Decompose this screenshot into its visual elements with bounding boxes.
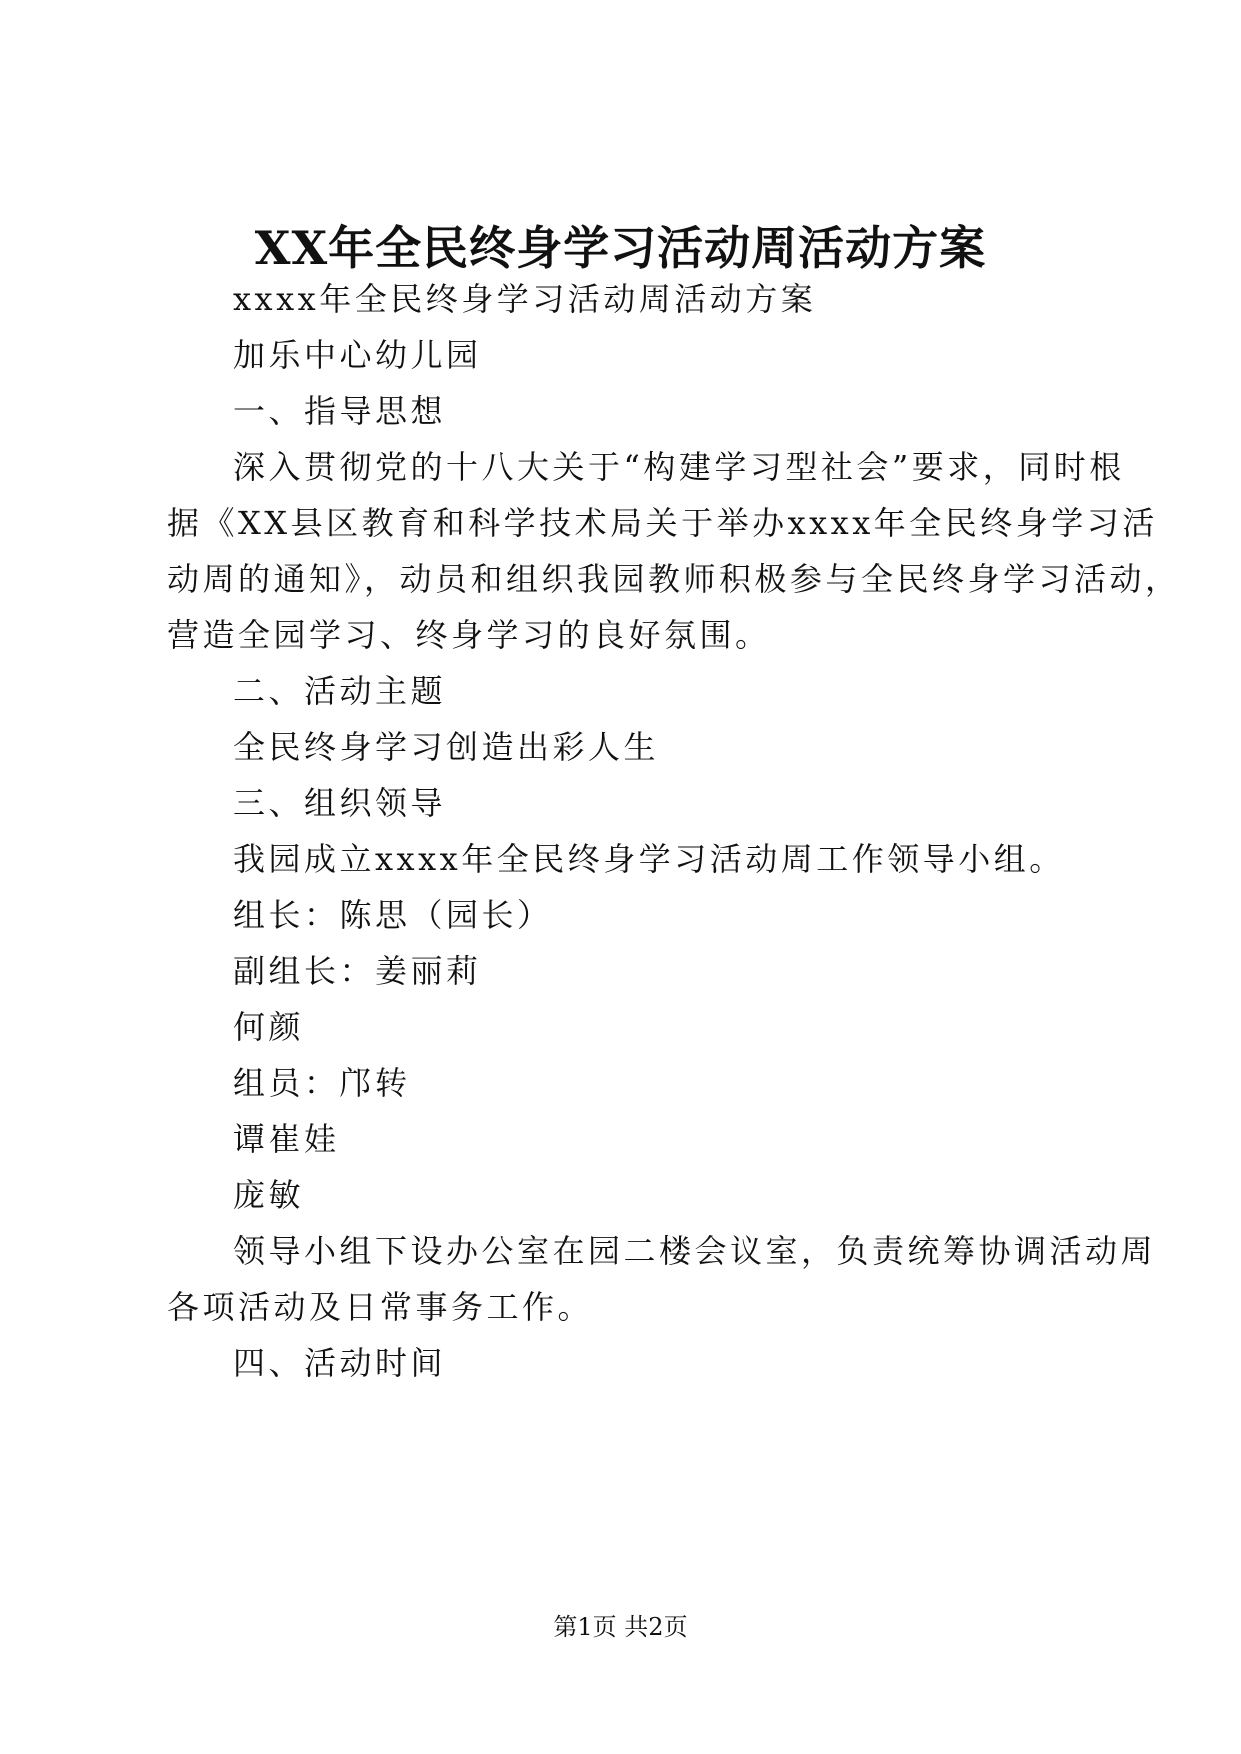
paragraph-line: 深入贯彻党的十八大关于“构建学习型社会”要求，同时根 [233,448,1125,486]
document-title: XX年全民终身学习活动周活动方案 [254,221,987,275]
member-line: 谭崔娃 [233,1120,340,1158]
section-heading-4: 四、活动时间 [233,1344,447,1382]
section-heading-3: 三、组织领导 [233,784,447,822]
paragraph-line: 营造全园学习、终身学习的良好氛围。 [167,616,771,654]
paragraph-line: 据《XX县区教育和科学技术局关于举办xxxx年全民终身学习活 [167,504,1158,542]
member-line: 何颜 [233,1008,305,1046]
paragraph-line: 动周的通知》，动员和组织我园教师积极参与全民终身学习活动， [167,560,1181,598]
paragraph-line: 全民终身学习创造出彩人生 [233,728,660,766]
paragraph-line: 领导小组下设办公室在园二楼会议室，负责统筹协调活动周 [233,1232,1157,1270]
paragraph-line: 我园成立xxxx年全民终身学习活动周工作领导小组。 [233,840,1065,878]
member-line: 组员：邝转 [233,1064,411,1102]
section-heading-2: 二、活动主题 [233,672,447,710]
page-number-footer: 第1页 共2页 [553,1613,688,1641]
section-heading-1: 一、指导思想 [233,392,447,430]
member-line: 副组长：姜丽莉 [233,952,482,990]
paragraph-line: 各项活动及日常事务工作。 [167,1288,594,1326]
organization-line: 加乐中心幼儿园 [233,336,482,374]
member-line: 庞敏 [233,1176,305,1214]
member-line: 组长：陈思（园长） [233,896,553,934]
subtitle-line: xxxx年全民终身学习活动周活动方案 [233,280,817,318]
